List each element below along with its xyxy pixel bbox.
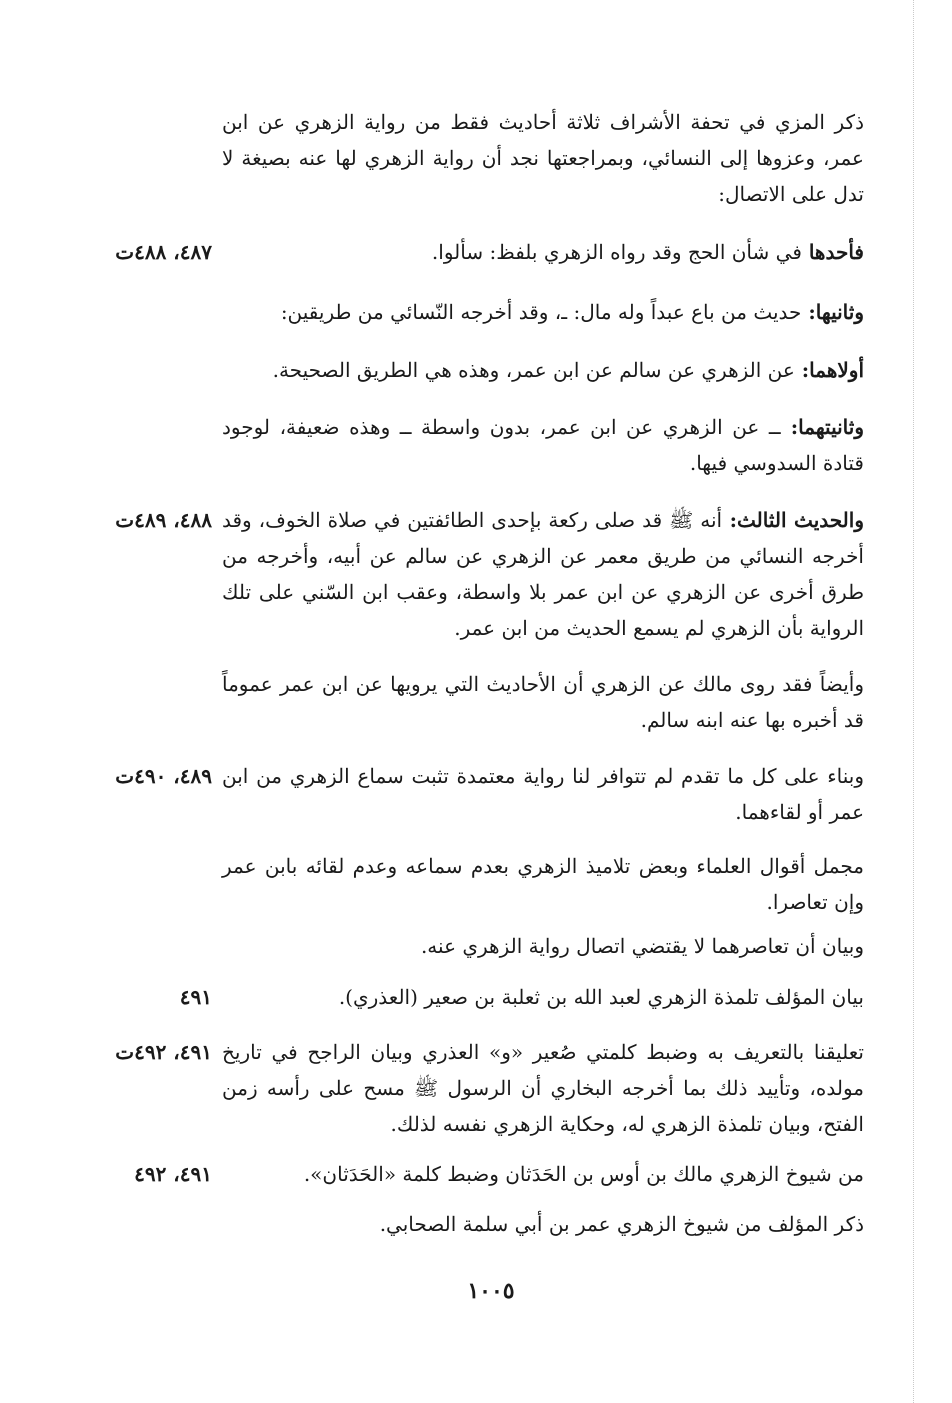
paragraph-lead: وثانيها:: [801, 300, 864, 324]
paragraph-body: مجمل أقوال العلماء وبعض تلاميذ الزهري بعدم سماعه وعدم لقائه بابن عمر وإن تعاصرا.: [222, 854, 864, 914]
page-number: [0, 1278, 952, 1304]
paragraph-text: [222, 104, 864, 212]
paragraph-body: أنه ﷺ قد صلى ركعة بإحدى الطائفتين في صلاة الخوف، وقد أخرجه النسائي من طريق معمر عن الزهري عن سالم عن أبيه، وأخرجه من طرق أخرى عن الزهري عن ابن عمر بلا واسطة، وعقب ابن السّني على تلك الرواية بأن الزهري لم يسمع الحديث من ابن عمر.: [222, 508, 864, 640]
paragraph-text: [222, 1206, 864, 1242]
paragraph-text: [222, 848, 864, 920]
margin-page-reference: ٤٨٧، ٤٨٨ت: [115, 240, 212, 264]
paragraph-text: [222, 979, 864, 1015]
paragraph-text: [222, 928, 864, 964]
paragraph-body: عن الزهري عن سالم عن ابن عمر، وهذه هي الطريق الصحيحة.: [272, 358, 795, 382]
paragraph-body: تعليقنا بالتعريف به وضبط كلمتي صُعير «و» العذري وبيان الراجح في تاريخ مولده، وتأييد ذلك بما أخرجه البخاري أن الرسول ﷺ مسح على رأسه زمن الفتح، وبيان تلمذة الزهري له، وحكاية الزهري نفسه لذلك.: [222, 1040, 864, 1136]
paragraph-body: ذكر المؤلف من شيوخ الزهري عمر بن أبي سلمة الصحابي.: [379, 1212, 864, 1236]
page-number-text: ١٠٠٥: [467, 1278, 515, 1304]
margin-page-reference: ٤٩١، ٤٩٢: [134, 1162, 212, 1186]
paragraph-text: [222, 409, 864, 481]
paragraph-body: وأيضاً فقد روى مالك عن الزهري أن الأحاديث التي يرويها عن ابن عمر عموماً قد أخبره بها عنه ابنه سالم.: [222, 672, 864, 732]
paragraph-lead: أولاهما:: [794, 358, 864, 382]
page-edge-divider: [913, 0, 914, 1403]
paragraph-text: [222, 666, 864, 738]
margin-page-reference: ٤٨٩، ٤٩٠ت: [115, 764, 212, 788]
paragraph-body: بيان المؤلف تلمذة الزهري لعبد الله بن ثعلبة بن صعير (العذري).: [338, 985, 864, 1009]
paragraph-text: [222, 1156, 864, 1192]
paragraph-lead: وثانيتهما:: [780, 415, 864, 439]
paragraph-text: [222, 758, 864, 830]
paragraph-text: [222, 352, 864, 388]
margin-page-reference: ٤٩١، ٤٩٢ت: [115, 1040, 212, 1064]
paragraph-body: ــ عن الزهري عن ابن عمر، بدون واسطة ــ وهذه ضعيفة، لوجود قتادة السدوسي فيها.: [222, 415, 864, 475]
paragraph-body: وبناء على كل ما تقدم لم تتوافر لنا رواية معتمدة تثبت سماع الزهري من ابن عمر أو لقاءهما.: [222, 764, 864, 824]
paragraph-text: [222, 502, 864, 646]
paragraph-text: [222, 234, 864, 270]
paragraph-body: في شأن الحج وقد رواه الزهري بلفظ: سألوا.: [431, 240, 802, 264]
paragraph-body: حديث من باع عبداً وله مال: ـ، وقد أخرجه النّسائي من طريقين:: [280, 300, 802, 324]
paragraph-text: [222, 1034, 864, 1142]
margin-page-reference: ٤٩١: [179, 985, 212, 1009]
paragraph-lead: فأحدها: [801, 240, 864, 264]
paragraph-text: [222, 294, 864, 330]
paragraph-body: من شيوخ الزهري مالك بن أوس بن الحَدَثان وضبط كلمة «الحَدَثان».: [303, 1162, 864, 1186]
paragraph-body: وبيان أن تعاصرهما لا يقتضي اتصال رواية الزهري عنه.: [420, 934, 864, 958]
margin-page-reference: ٤٨٨، ٤٨٩ت: [115, 508, 212, 532]
paragraph-lead: والحديث الثالث:: [722, 508, 864, 532]
paragraph-body: ذكر المزي في تحفة الأشراف ثلاثة أحاديث فقط من رواية الزهري عن ابن عمر، وعزوها إلى النسائي، وبمراجعتها نجد أن رواية الزهري لها عنه بصيغة لا تدل على الاتصال:: [222, 110, 864, 206]
